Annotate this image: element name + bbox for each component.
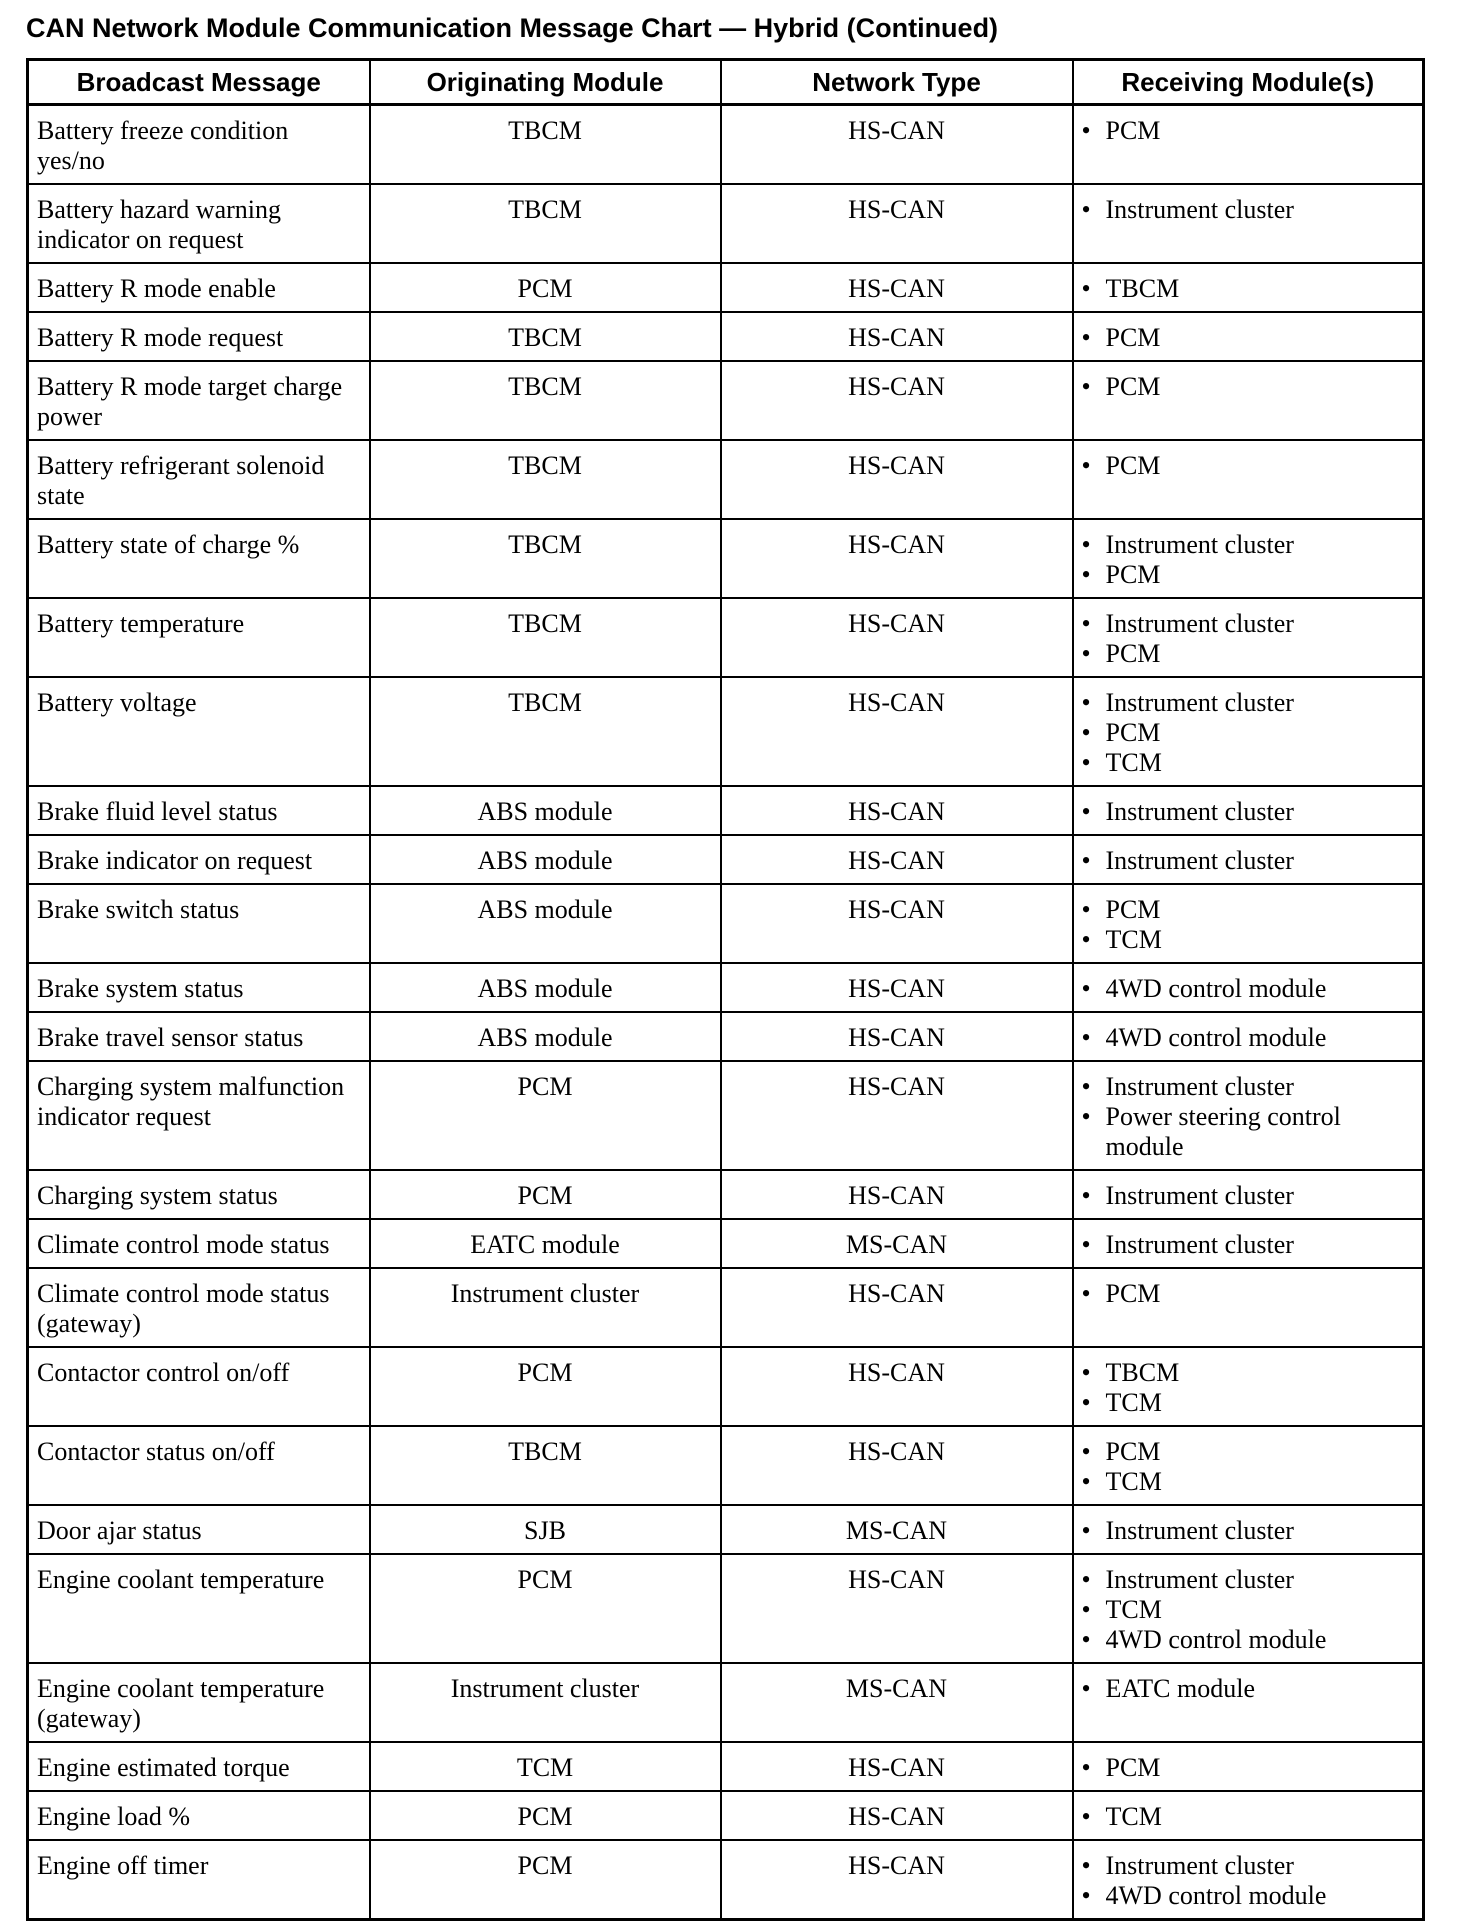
table-row [28,1012,1424,1061]
table-row [28,677,1424,786]
receiving-module-item [1082,274,1415,304]
receiving-module-label: Instrument cluster [1105,1516,1294,1545]
receiving-module-label: PCM [1105,718,1161,747]
originating-module-cell: PCM [370,1170,721,1219]
receiving-module-item [1082,1230,1415,1260]
bullet-icon: • [1081,974,1091,1003]
bullet-icon: • [1081,1467,1091,1496]
receiving-modules-cell [1073,884,1424,963]
receiving-module-label: Instrument cluster [1105,846,1294,875]
receiving-module-item [1082,1516,1415,1546]
originating-module-cell: PCM [370,1791,721,1840]
receiving-module-label: PCM [1105,116,1161,145]
table-row [28,1791,1424,1840]
bullet-icon: • [1081,718,1091,747]
table-row [28,1219,1424,1268]
broadcast-message-cell: Contactor status on/off [28,1426,370,1505]
receiving-modules-cell [1073,963,1424,1012]
receiving-modules-cell [1073,1426,1424,1505]
receiving-modules-cell [1073,361,1424,440]
originating-module-cell: TBCM [370,312,721,361]
originating-module-cell: PCM [370,1347,721,1426]
broadcast-message-cell: Battery R mode enable [28,263,370,312]
bullet-icon: • [1081,1516,1091,1545]
receiving-modules-cell [1073,1505,1424,1554]
receiving-module-label: Instrument cluster [1105,1230,1294,1259]
receiving-module-label: TCM [1105,1595,1162,1624]
receiving-module-item [1082,895,1415,925]
network-type-cell: HS-CAN [721,312,1073,361]
network-type-cell: HS-CAN [721,786,1073,835]
receiving-modules-cell [1073,1268,1424,1347]
originating-module-cell: TBCM [370,519,721,598]
receiving-module-label: PCM [1105,372,1161,401]
network-type-cell: HS-CAN [721,1742,1073,1791]
receiving-modules-list [1082,195,1415,225]
network-type-cell: HS-CAN [721,263,1073,312]
bullet-icon: • [1081,688,1091,717]
receiving-module-item [1082,925,1415,955]
broadcast-message-cell: Engine coolant temperature (gateway) [28,1663,370,1742]
network-type-cell: MS-CAN [721,1663,1073,1742]
column-header-network-type: Network Type [721,60,1073,105]
receiving-module-item [1082,1072,1415,1102]
bullet-icon: • [1081,639,1091,668]
receiving-module-label: PCM [1105,451,1161,480]
network-type-cell: HS-CAN [721,1012,1073,1061]
receiving-module-label: PCM [1105,1279,1161,1308]
broadcast-message-cell: Battery refrigerant solenoid state [28,440,370,519]
receiving-module-item [1082,1388,1415,1418]
receiving-module-item [1082,1802,1415,1832]
receiving-module-label: TCM [1105,1467,1162,1496]
receiving-module-label: Instrument cluster [1105,609,1294,638]
network-type-cell: HS-CAN [721,598,1073,677]
broadcast-message-cell: Engine estimated torque [28,1742,370,1791]
column-header-broadcast-message: Broadcast Message [28,60,370,105]
receiving-modules-cell [1073,105,1424,185]
receiving-modules-list [1082,688,1415,778]
bullet-icon: • [1081,846,1091,875]
bullet-icon: • [1081,530,1091,559]
bullet-icon: • [1081,1102,1091,1131]
header-row [28,60,1424,105]
receiving-modules-cell [1073,440,1424,519]
receiving-module-item [1082,974,1415,1004]
originating-module-cell: PCM [370,263,721,312]
bullet-icon: • [1081,1595,1091,1624]
originating-module-cell: TBCM [370,105,721,185]
table-row [28,105,1424,185]
receiving-modules-cell [1073,184,1424,263]
table-row [28,440,1424,519]
receiving-module-label: Instrument cluster [1105,195,1294,224]
bullet-icon: • [1081,1565,1091,1594]
bullet-icon: • [1081,1181,1091,1210]
receiving-module-label: PCM [1105,895,1161,924]
broadcast-message-cell: Charging system malfunction indicator request [28,1061,370,1170]
network-type-cell: HS-CAN [721,105,1073,185]
bullet-icon: • [1081,116,1091,145]
network-type-cell: HS-CAN [721,1268,1073,1347]
receiving-module-item [1082,560,1415,590]
receiving-module-label: TBCM [1105,1358,1180,1387]
table-row [28,598,1424,677]
broadcast-message-cell: Battery state of charge % [28,519,370,598]
receiving-modules-cell [1073,1554,1424,1663]
receiving-module-label: TCM [1105,1388,1162,1417]
network-type-cell: MS-CAN [721,1505,1073,1554]
bullet-icon: • [1081,1388,1091,1417]
network-type-cell: HS-CAN [721,184,1073,263]
receiving-module-label: EATC module [1105,1674,1255,1703]
receiving-module-item [1082,748,1415,778]
receiving-modules-cell [1073,1791,1424,1840]
broadcast-message-cell: Brake switch status [28,884,370,963]
bullet-icon: • [1081,1072,1091,1101]
bullet-icon: • [1081,274,1091,303]
receiving-modules-cell [1073,1219,1424,1268]
message-chart-table [26,58,1425,1921]
receiving-module-label: Instrument cluster [1105,530,1294,559]
network-type-cell: HS-CAN [721,884,1073,963]
receiving-module-label: PCM [1105,639,1161,668]
receiving-module-item [1082,1358,1415,1388]
receiving-modules-list [1082,1565,1415,1655]
receiving-modules-list [1082,274,1415,304]
table-row [28,1505,1424,1554]
receiving-module-item [1082,1625,1415,1655]
receiving-modules-cell [1073,1170,1424,1219]
bullet-icon: • [1081,609,1091,638]
receiving-modules-cell [1073,1663,1424,1742]
broadcast-message-cell: Engine load % [28,1791,370,1840]
bullet-icon: • [1081,1625,1091,1654]
receiving-modules-list [1082,1851,1415,1911]
receiving-modules-list [1082,1516,1415,1546]
chart-title: CAN Network Module Communication Message Chart — Hybrid (Continued) [26,13,999,43]
receiving-modules-list [1082,1181,1415,1211]
network-type-cell: HS-CAN [721,835,1073,884]
bullet-icon: • [1081,1851,1091,1880]
receiving-module-label: TCM [1105,748,1162,777]
receiving-modules-list [1082,1023,1415,1053]
receiving-module-item [1082,688,1415,718]
bullet-icon: • [1081,1230,1091,1259]
broadcast-message-cell: Battery R mode target charge power [28,361,370,440]
network-type-cell: MS-CAN [721,1219,1073,1268]
broadcast-message-cell: Battery hazard warning indicator on request [28,184,370,263]
bullet-icon: • [1081,1881,1091,1910]
originating-module-cell: Instrument cluster [370,1663,721,1742]
originating-module-cell: TBCM [370,677,721,786]
receiving-modules-list [1082,372,1415,402]
broadcast-message-cell: Door ajar status [28,1505,370,1554]
receiving-modules-cell [1073,598,1424,677]
originating-module-cell: ABS module [370,963,721,1012]
receiving-module-item [1082,1674,1415,1704]
receiving-modules-cell [1073,835,1424,884]
table-row [28,884,1424,963]
bullet-icon: • [1081,560,1091,589]
receiving-module-item [1082,1595,1415,1625]
originating-module-cell: Instrument cluster [370,1268,721,1347]
bullet-icon: • [1081,1802,1091,1831]
column-header-originating-module: Originating Module [370,60,721,105]
receiving-module-label: Instrument cluster [1105,1181,1294,1210]
network-type-cell: HS-CAN [721,361,1073,440]
table-row [28,1170,1424,1219]
broadcast-message-cell: Engine off timer [28,1840,370,1920]
receiving-module-item [1082,718,1415,748]
originating-module-cell: TBCM [370,1426,721,1505]
receiving-module-item [1082,846,1415,876]
receiving-module-label: PCM [1105,1753,1161,1782]
network-type-cell: HS-CAN [721,519,1073,598]
receiving-module-item [1082,530,1415,560]
bullet-icon: • [1081,451,1091,480]
broadcast-message-cell: Battery voltage [28,677,370,786]
receiving-modules-cell [1073,1742,1424,1791]
receiving-modules-list [1082,1753,1415,1783]
bullet-icon: • [1081,748,1091,777]
bullet-icon: • [1081,1674,1091,1703]
network-type-cell: HS-CAN [721,1170,1073,1219]
receiving-modules-list [1082,1230,1415,1260]
receiving-modules-cell [1073,1840,1424,1920]
broadcast-message-cell: Charging system status [28,1170,370,1219]
bullet-icon: • [1081,895,1091,924]
receiving-module-item [1082,1023,1415,1053]
receiving-modules-cell [1073,786,1424,835]
receiving-module-label: Instrument cluster [1105,797,1294,826]
network-type-cell: HS-CAN [721,677,1073,786]
table-row [28,1347,1424,1426]
receiving-module-label: 4WD control module [1105,1881,1327,1910]
receiving-modules-cell [1073,1347,1424,1426]
receiving-module-item [1082,1437,1415,1467]
bullet-icon: • [1081,195,1091,224]
bullet-icon: • [1081,1279,1091,1308]
originating-module-cell: PCM [370,1554,721,1663]
broadcast-message-cell: Battery R mode request [28,312,370,361]
receiving-module-item [1082,116,1415,146]
originating-module-cell: TBCM [370,361,721,440]
receiving-modules-list [1082,895,1415,955]
originating-module-cell: SJB [370,1505,721,1554]
receiving-modules-list [1082,609,1415,669]
originating-module-cell: ABS module [370,786,721,835]
column-header-receiving-modules: Receiving Module(s) [1073,60,1424,105]
receiving-module-label: PCM [1105,323,1161,352]
originating-module-cell: TBCM [370,184,721,263]
receiving-modules-list [1082,846,1415,876]
originating-module-cell: ABS module [370,1012,721,1061]
receiving-modules-list [1082,323,1415,353]
originating-module-cell: TCM [370,1742,721,1791]
originating-module-cell: TBCM [370,440,721,519]
table-row [28,1061,1424,1170]
receiving-modules-cell [1073,1061,1424,1170]
table-row [28,1742,1424,1791]
receiving-module-label: Power steering control module [1105,1102,1341,1161]
receiving-module-label: TCM [1105,1802,1162,1831]
network-type-cell: HS-CAN [721,1840,1073,1920]
receiving-modules-list [1082,451,1415,481]
table-row [28,1426,1424,1505]
receiving-module-label: 4WD control module [1105,974,1327,1003]
receiving-modules-list [1082,530,1415,590]
receiving-module-label: 4WD control module [1105,1625,1327,1654]
receiving-module-item [1082,1851,1415,1881]
receiving-module-item [1082,372,1415,402]
broadcast-message-cell: Brake indicator on request [28,835,370,884]
bullet-icon: • [1081,925,1091,954]
network-type-cell: HS-CAN [721,1554,1073,1663]
bullet-icon: • [1081,1023,1091,1052]
receiving-modules-cell [1073,677,1424,786]
receiving-module-item [1082,1881,1415,1911]
receiving-modules-cell [1073,312,1424,361]
receiving-modules-list [1082,1358,1415,1418]
originating-module-cell: TBCM [370,598,721,677]
receiving-module-item [1082,451,1415,481]
originating-module-cell: ABS module [370,835,721,884]
bullet-icon: • [1081,1753,1091,1782]
network-type-cell: HS-CAN [721,1061,1073,1170]
receiving-modules-cell [1073,263,1424,312]
receiving-modules-list [1082,1279,1415,1309]
broadcast-message-cell: Engine coolant temperature [28,1554,370,1663]
receiving-modules-list [1082,1437,1415,1497]
receiving-module-label: Instrument cluster [1105,1565,1294,1594]
table-row [28,361,1424,440]
bullet-icon: • [1081,1437,1091,1466]
table-header [28,60,1424,105]
receiving-module-item [1082,609,1415,639]
table-row [28,263,1424,312]
table-row [28,963,1424,1012]
table-row [28,1840,1424,1920]
receiving-modules-list [1082,116,1415,146]
table-row [28,1663,1424,1742]
originating-module-cell: PCM [370,1061,721,1170]
receiving-modules-cell [1073,1012,1424,1061]
receiving-module-item [1082,1181,1415,1211]
receiving-modules-cell [1073,519,1424,598]
receiving-module-item [1082,1102,1415,1162]
receiving-module-item [1082,323,1415,353]
broadcast-message-cell: Brake travel sensor status [28,1012,370,1061]
receiving-module-label: 4WD control module [1105,1023,1327,1052]
broadcast-message-cell: Brake system status [28,963,370,1012]
receiving-modules-list [1082,1802,1415,1832]
receiving-module-label: PCM [1105,560,1161,589]
network-type-cell: HS-CAN [721,1426,1073,1505]
originating-module-cell: ABS module [370,884,721,963]
broadcast-message-cell: Climate control mode status [28,1219,370,1268]
receiving-module-item [1082,195,1415,225]
bullet-icon: • [1081,1358,1091,1387]
receiving-module-label: PCM [1105,1437,1161,1466]
receiving-module-item [1082,1753,1415,1783]
bullet-icon: • [1081,323,1091,352]
receiving-module-item [1082,1279,1415,1309]
table-row [28,1554,1424,1663]
receiving-modules-list [1082,1674,1415,1704]
receiving-module-label: Instrument cluster [1105,1072,1294,1101]
table-row [28,1268,1424,1347]
receiving-module-label: Instrument cluster [1105,688,1294,717]
broadcast-message-cell: Climate control mode status (gateway) [28,1268,370,1347]
receiving-modules-list [1082,974,1415,1004]
broadcast-message-cell: Brake fluid level status [28,786,370,835]
originating-module-cell: PCM [370,1840,721,1920]
receiving-module-item [1082,639,1415,669]
originating-module-cell: EATC module [370,1219,721,1268]
table-row [28,835,1424,884]
network-type-cell: HS-CAN [721,440,1073,519]
document-page [26,8,1422,1921]
receiving-module-item [1082,1565,1415,1595]
network-type-cell: HS-CAN [721,1347,1073,1426]
broadcast-message-cell: Battery temperature [28,598,370,677]
receiving-module-item [1082,1467,1415,1497]
table-row [28,184,1424,263]
network-type-cell: HS-CAN [721,1791,1073,1840]
bullet-icon: • [1081,372,1091,401]
broadcast-message-cell: Contactor control on/off [28,1347,370,1426]
table-row [28,519,1424,598]
broadcast-message-cell: Battery freeze condition yes/no [28,105,370,185]
receiving-modules-list [1082,797,1415,827]
bullet-icon: • [1081,797,1091,826]
receiving-module-label: TBCM [1105,274,1180,303]
table-row [28,786,1424,835]
receiving-module-label: TCM [1105,925,1162,954]
receiving-module-label: Instrument cluster [1105,1851,1294,1880]
receiving-module-item [1082,797,1415,827]
table-row [28,312,1424,361]
table-body [28,105,1424,1920]
receiving-modules-list [1082,1072,1415,1162]
network-type-cell: HS-CAN [721,963,1073,1012]
